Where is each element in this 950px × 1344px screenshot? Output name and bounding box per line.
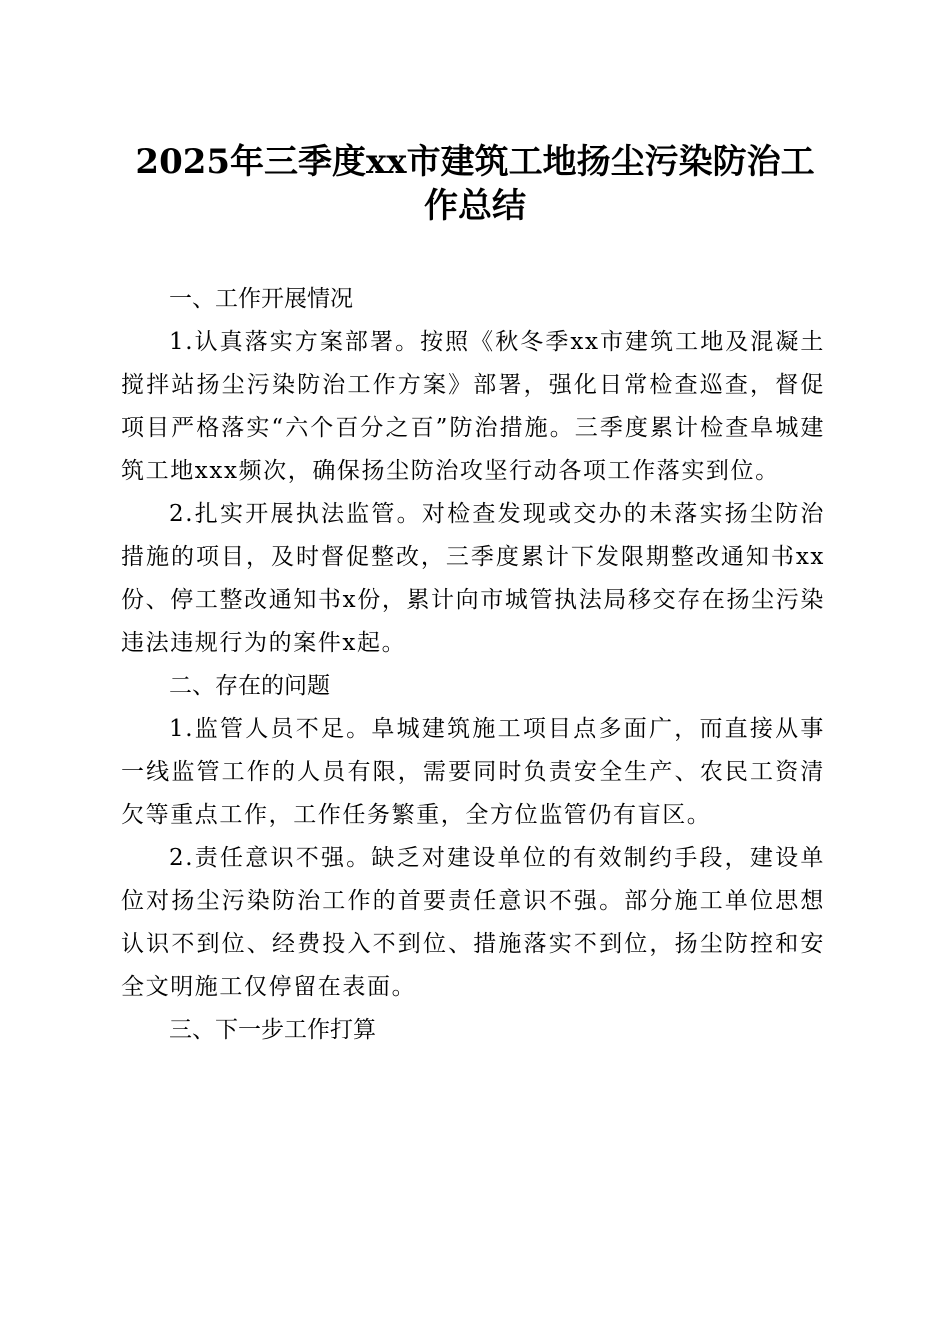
title-line-1: 2025年三季度xx市建筑工地扬尘污染防治工 (135, 142, 815, 182)
section-heading-work-progress: 一、工作开展情况 (169, 286, 353, 312)
section-heading-next-steps: 三、下一步工作打算 (169, 1017, 376, 1043)
section-heading-problems: 二、存在的问题 (169, 673, 330, 699)
document-title (110, 140, 840, 228)
document-body (121, 278, 825, 1052)
title-line-2: 作总结 (424, 186, 526, 226)
paragraph-implement-plan: 1.认真落实方案部署。按照《秋冬季xx市建筑工地及混凝土搅拌站扬尘污染防治工作方案》部署，强化日常检查巡查，督促项目严格落实“六个百分之百”防治措施。三季度累计检查阜城建筑工地xxx频次，确保扬尘防治攻坚行动各项工作落实到位。 (121, 329, 825, 484)
paragraph-weak-responsibility: 2.责任意识不强。缺乏对建设单位的有效制约手段，建设单位对扬尘污染防治工作的首要责任意识不强。部分施工单位思想认识不到位、经费投入不到位、措施落实不到位，扬尘防控和安全文明施工仅停留在表面。 (121, 845, 825, 1000)
paragraph-law-enforcement: 2.扎实开展执法监管。对检查发现或交办的未落实扬尘防治措施的项目，及时督促整改，三季度累计下发限期整改通知书xx份、停工整改通知书x份，累计向市城管执法局移交存在扬尘污染违法违规行为的案件x起。 (121, 501, 825, 656)
paragraph-insufficient-staff: 1.监管人员不足。阜城建筑施工项目点多面广，而直接从事一线监管工作的人员有限，需要同时负责安全生产、农民工资清欠等重点工作，工作任务繁重，全方位监管仍有盲区。 (121, 716, 825, 828)
